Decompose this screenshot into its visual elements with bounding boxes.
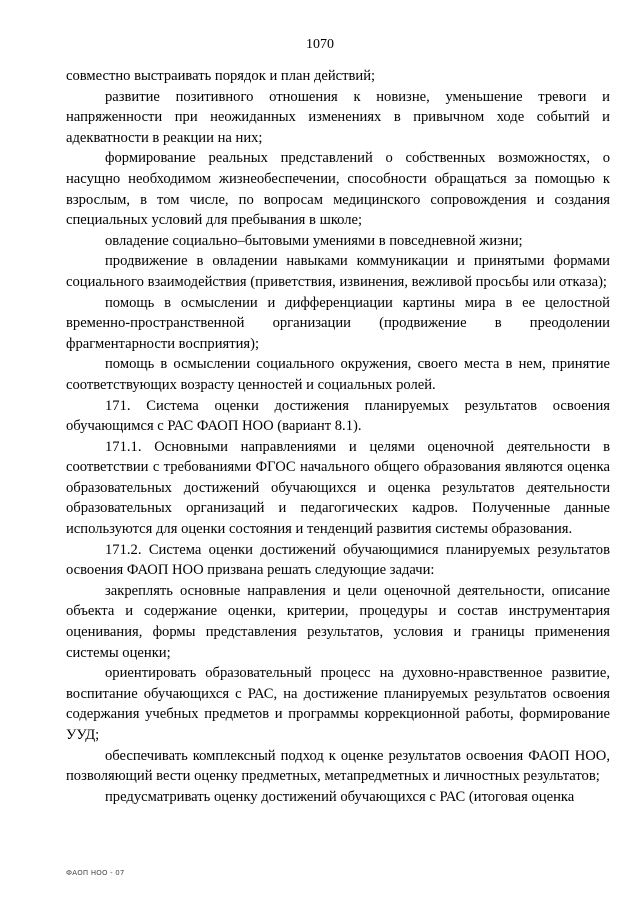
paragraph: закреплять основные направления и цели оценочной деятельности, описание объекта и содержание оценки, критерии, процедуры и состав инструментария оценивания, формы представления результатов, условия и границы применения системы оценки;	[66, 582, 610, 661]
paragraph: ориентировать образовательный процесс на духовно-нравственное развитие, воспитание обучающихся с РАС, на достижение планируемых результатов освоения содержания учебных предметов и программы коррекционной работы, формирование УУД;	[66, 665, 610, 743]
paragraph: развитие позитивного отношения к новизне, уменьшение тревоги и напряженности при неожиданных изменениях в привычном ходе событий и адекватности в реакции на них;	[66, 88, 610, 146]
page-number: 1070	[306, 37, 334, 52]
paragraph: помощь в осмыслении социального окружения, своего места в нем, принятие соответствующих возрасту ценностей и социальных ролей.	[66, 356, 610, 393]
section-heading-171: 171. Система оценки достижения планируемых результатов освоения обучающимся с РАС ФАОП НОО (вариант 8.1).	[66, 397, 610, 435]
document-body	[66, 66, 610, 807]
paragraph-truncated: предусматривать оценку достижений обучающихся с РАС (итоговая оценка	[105, 788, 575, 805]
paragraph-171-2: 171.2. Система оценки достижений обучающимися планируемых результатов освоения ФАОП НОО призвана решать следующие задачи:	[66, 541, 610, 579]
paragraph: продвижение в овладении навыками коммуникации и принятыми формами социального взаимодействия (приветствия, извинения, вежливой просьбы или отказа);	[66, 253, 610, 290]
paragraph: овладение социально–бытовыми умениями в повседневной жизни;	[105, 232, 523, 249]
paragraph-171-1: 171.1. Основными направлениями и целями оценочной деятельности в соответствии с требованиями ФГОС начального общего образования являются оценка образовательных достижений обучающихся и оценка результатов деятельности образовательных организаций и педагогических кадров. Полученные данные используются для оценки состояния и тенденций развития системы образования.	[66, 438, 610, 538]
paragraph: обеспечивать комплексный подход к оценке результатов освоения ФАОП НОО, позволяющий вести оценку предметных, метапредметных и личностных результатов;	[66, 747, 610, 785]
paragraph: помощь в осмыслении и дифференциации картины мира в ее целостной временно-пространственной организации (продвижение в преодолении фрагментарности восприятия);	[66, 294, 610, 352]
paragraph-continuation: совместно выстраивать порядок и план действий;	[66, 68, 376, 84]
paragraph: формирование реальных представлений о собственных возможностях, о насущно необходимом жизнеобеспечении, способности обращаться за помощью к взрослым, в том числе, по вопросам медицинского сопровождения и создания специальных условий для пребывания в школе;	[66, 150, 610, 229]
footer-document-code: ФАОП НОО - 07	[66, 869, 125, 877]
